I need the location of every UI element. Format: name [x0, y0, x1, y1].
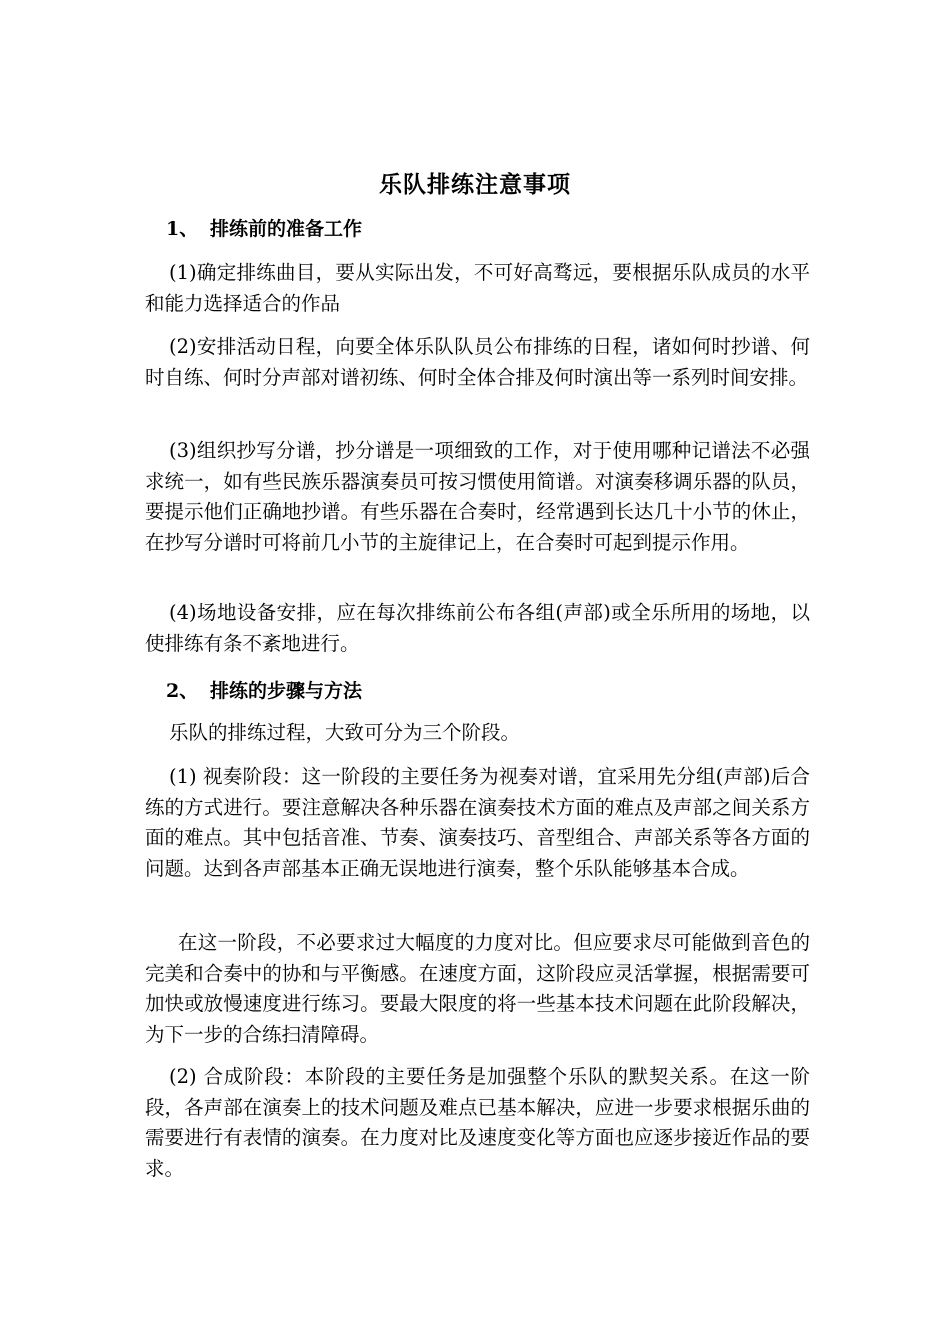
section-heading-2 — [166, 676, 362, 706]
section-heading-text: 排练的步骤与方法 — [210, 680, 363, 702]
paragraph: (4)场地设备安排，应在每次排练前公布各组(声部)或全乐所用的场地，以使排练有条不紊地进行。 — [145, 601, 810, 655]
paragraph: 在这一阶段，不必要求过大幅度的力度对比。但应要求尽可能做到音色的完美和合奏中的协和与平衡感。在速度方面，这阶段应灵活掌握，根据需要可加快或放慢速度进行练习。要最大限度的将一些基本技术问题在此阶段解决，为下一步的合练扫清障碍。 — [145, 931, 810, 1046]
section-number: 1、 — [166, 218, 199, 240]
paragraph: (3)组织抄写分谱，抄分谱是一项细致的工作，对于使用哪种记谱法不必强求统一，如有些民族乐器演奏员可按习惯使用简谱。对演奏移调乐器的队员，要提示他们正确地抄谱。有些乐器在合奏时，经常遇到长达几十小节的休止，在抄写分谱时可将前几小节的主旋律记上，在合奏时可起到提示作用。 — [145, 439, 810, 554]
section-heading-1 — [166, 214, 362, 244]
document-title: 乐队排练注意事项 — [379, 171, 571, 198]
section-heading-text: 排练前的准备工作 — [210, 218, 363, 240]
paragraph: (1)确定排练曲目，要从实际出发，不可好高骛远，要根据乐队成员的水平和能力选择适合的作品 — [145, 261, 810, 315]
paragraph: (1) 视奏阶段：这一阶段的主要任务为视奏对谱，宜采用先分组(声部)后合练的方式进行。要注意解决各种乐器在演奏技术方面的难点及声部之间关系方面的难点。其中包括音准、节奏、演奏技巧、音型组合、声部关系等各方面的问题。达到各声部基本正确无误地进行演奏，整个乐队能够基本合成。 — [145, 765, 810, 880]
paragraph: (2)安排活动日程，向要全体乐队队员公布排练的日程，诸如何时抄谱、何时自练、何时分声部对谱初练、何时全体合排及何时演出等一系列时间安排。 — [145, 335, 810, 389]
paragraph: (2) 合成阶段：本阶段的主要任务是加强整个乐队的默契关系。在这一阶段，各声部在演奏上的技术问题及难点已基本解决，应进一步要求根据乐曲的需要进行有表情的演奏。在力度对比及速度变化等方面也应逐步接近作品的要求。 — [145, 1065, 810, 1180]
section-number: 2、 — [166, 680, 199, 702]
paragraph: 乐队的排练过程，大致可分为三个阶段。 — [169, 721, 521, 744]
